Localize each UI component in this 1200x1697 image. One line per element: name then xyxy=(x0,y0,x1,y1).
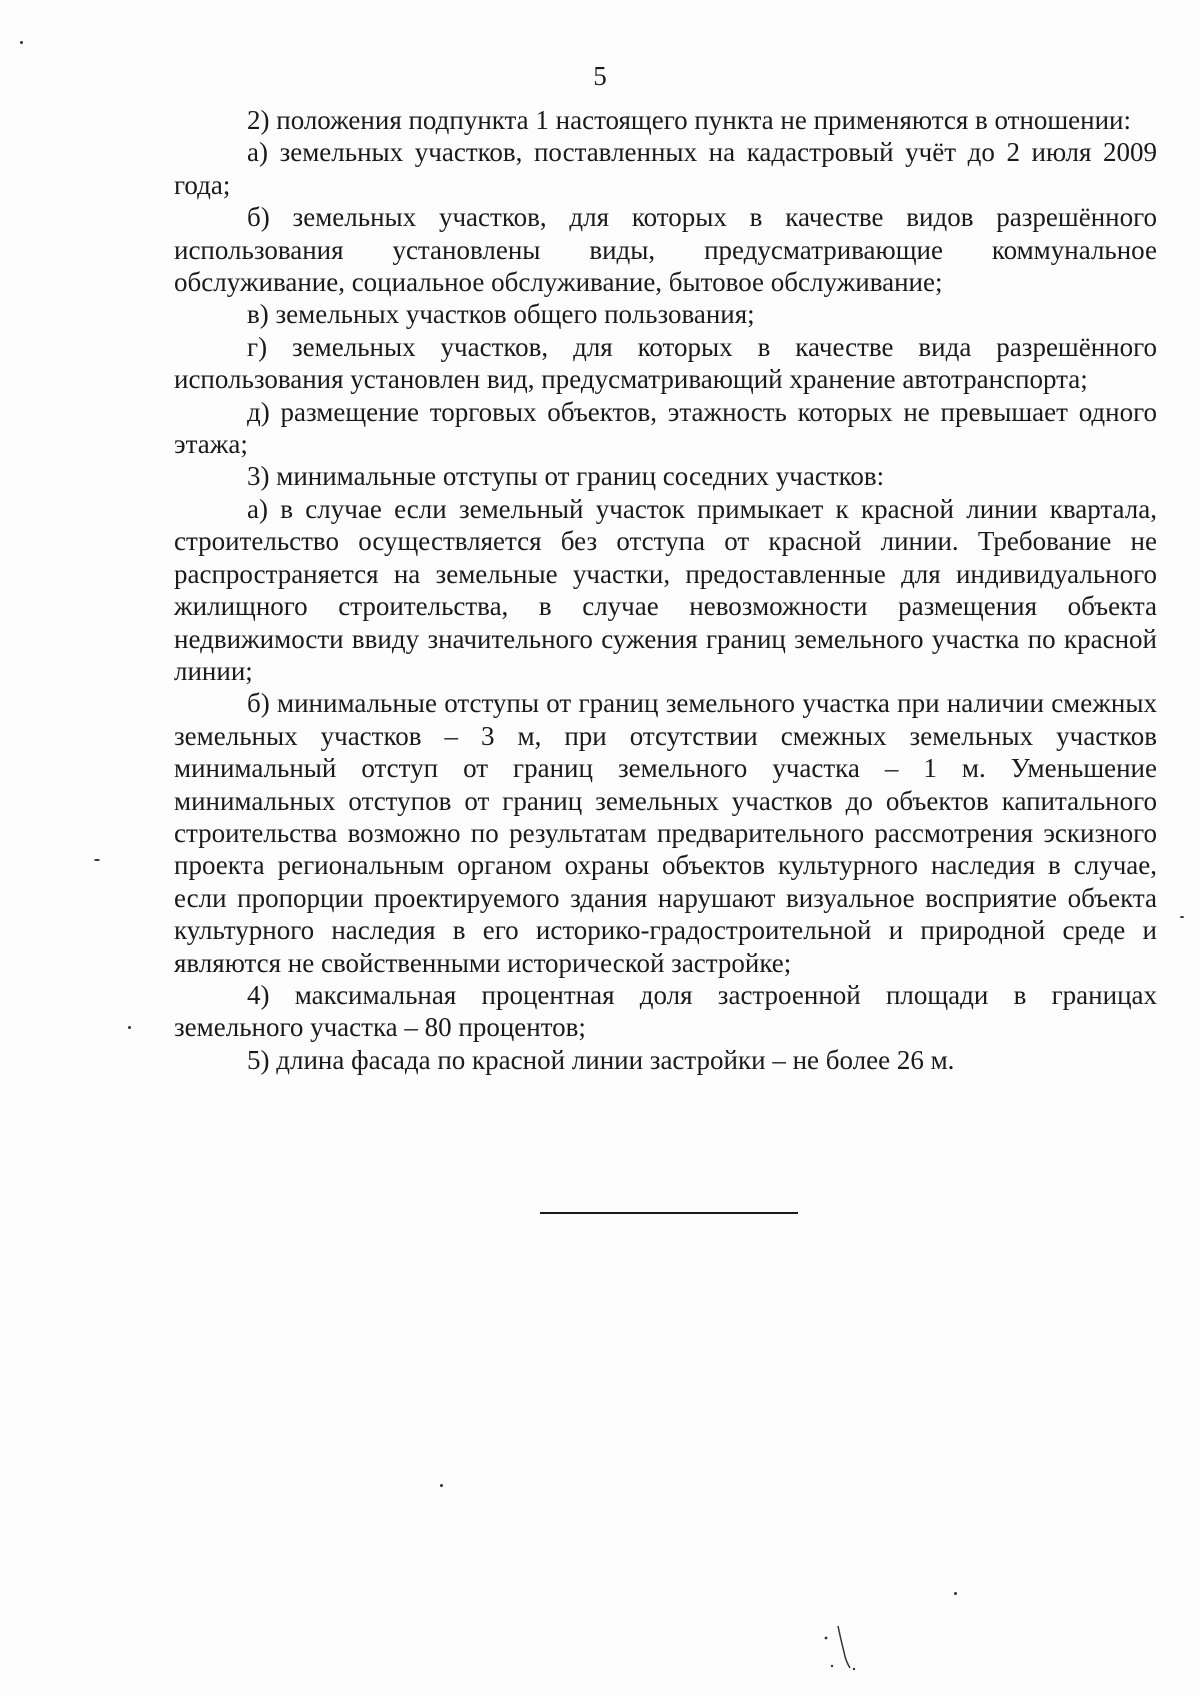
scan-speck xyxy=(1180,916,1184,918)
paragraph-subitem-3a: а) в случае если земельный участок примыкает к красной линии квартала, строительство осуществляется без отступа от красной линии. Требование не распространяется на земельные участки, предоставленные для индивидуального жилищного строительства, в случае невозможности размещения объекта недвижимости ввиду значительного сужения границ земельного участка по красной линии; xyxy=(174,493,1157,686)
paragraph-item-5: 5) длина фасада по красной линии застройки – не более 26 м. xyxy=(247,1044,955,1075)
paragraph-subitem-2d: д) размещение торговых объектов, этажность которых не превышает одного этажа; xyxy=(174,396,1157,460)
scan-speck xyxy=(128,1026,131,1029)
scan-speck xyxy=(440,1484,443,1487)
scan-speck xyxy=(954,1592,957,1595)
page-number: 5 xyxy=(593,61,607,91)
pen-mark-icon xyxy=(820,1622,860,1672)
closing-divider-line xyxy=(540,1212,798,1214)
paragraph-subitem-2a: а) земельных участков, поставленных на кадастровый учёт до 2 июля 2009 года; xyxy=(174,137,1157,200)
document-body xyxy=(174,104,1157,1076)
paragraph-subitem-2v: в) земельных участков общего пользования; xyxy=(247,299,755,330)
scan-speck xyxy=(20,41,23,44)
paragraph-subitem-2g: г) земельных участков, для которых в качестве вида разрешённого использования установлен вид, предусматривающий хранение автотранспорта; xyxy=(174,331,1157,395)
paragraph-item-4: 4) максимальная процентная доля застроенной площади в границах земельного участка – 80 процентов; xyxy=(174,979,1157,1043)
paragraph-subitem-3b: б) минимальные отступы от границ земельного участка при наличии смежных земельных участков – 3 м, при отсутствии смежных земельных участков минимальный отступ от границ земельного участка – 1 м. Уменьшение минимальных отступов от границ земельных участков до объектов капитального строительства возможно по результатам предварительного рассмотрения эскизного проекта региональным органом охраны объектов культурного наследия в случае, если пропорции проектируемого здания нарушают визуальное восприятие объекта культурного наследия в его историко-градостроительной и природной среде и являются не свойственными исторической застройке; xyxy=(174,688,1157,978)
scan-speck xyxy=(94,859,100,861)
paragraph-item-3: 3) минимальные отступы от границ соседних участков: xyxy=(247,461,885,492)
paragraph-item-2: 2) положения подпункта 1 настоящего пункта не применяются в отношении: xyxy=(247,105,1132,135)
paragraph-subitem-2b: б) земельных участков, для которых в качестве видов разрешённого использования установлены виды, предусматривающие коммунальное обслуживание, социальное обслуживание, бытовое обслуживание; xyxy=(174,202,1157,298)
